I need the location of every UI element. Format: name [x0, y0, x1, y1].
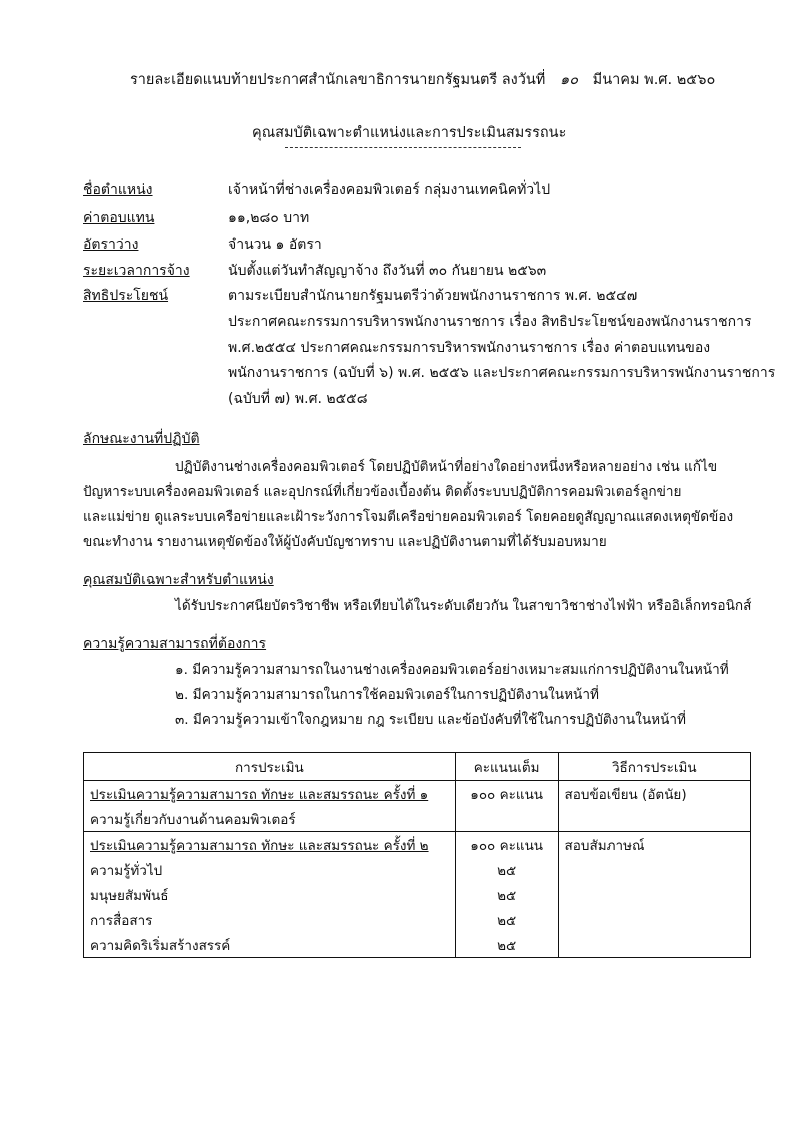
- field-label-position: ชื่อตำแหน่ง: [83, 182, 153, 198]
- field-value-benefits-line: ประกาศคณะกรรมการบริหารพนักงานราชการ เรื่อง สิทธิประโยชน์ของพนักงานราชการ: [228, 314, 752, 330]
- field-value-benefits-line: ตามระเบียบสำนักนายกรัฐมนตรีว่าด้วยพนักงานราชการ พ.ศ. ๒๕๔๗: [228, 288, 638, 304]
- job-nature-line: และแม่ข่าย ดูแลระบบเครือข่ายและเฝ้าระวังการโจมตีเครือข่ายคอมพิวเตอร์ โดยคอยดูสัญญาณแสดงเหตุขัดข้อง: [83, 509, 734, 525]
- table-row: [84, 907, 751, 932]
- group-title: ประเมินความรู้ความสามารถ ทักษะ และสมรรถนะ ครั้งที่ ๒: [84, 832, 456, 858]
- field-value-position: เจ้าหน้าที่ช่างเครื่องคอมพิวเตอร์ กลุ่มงานเทคนิคทั่วไป: [228, 182, 551, 198]
- document-title: คุณสมบัติเฉพาะตำแหน่งและการประเมินสมรรถนะ: [252, 125, 567, 141]
- row-item: ความรู้ทั่วไป: [84, 857, 456, 882]
- document-header-line: [130, 68, 715, 91]
- job-nature-line: ปฏิบัติงานช่างเครื่องคอมพิวเตอร์ โดยปฏิบัติหน้าที่อย่างใดอย่างหนึ่งหรือหลายอย่าง เช่น แก้ไข: [175, 459, 718, 475]
- header-month-year: มีนาคม พ.ศ. ๒๕๖๐: [592, 72, 716, 88]
- table-row-group-2-title: [84, 832, 751, 858]
- header-prefix: รายละเอียดแนบท้ายประกาศสำนักเลขาธิการนายกรัฐมนตรี ลงวันที่: [130, 72, 546, 88]
- knowledge-item: ๒. มีความรู้ความสามารถในการใช้คอมพิวเตอร์ในการปฏิบัติงานในหน้าที่: [175, 687, 599, 703]
- row-item: มนุษยสัมพันธ์: [84, 882, 456, 907]
- row-score: [455, 806, 558, 832]
- section-heading-job-nature: ลักษณะงานที่ปฏิบัติ: [83, 431, 200, 447]
- row-method-empty: [558, 907, 750, 932]
- row-item: การสื่อสาร: [84, 907, 456, 932]
- table-row: [84, 857, 751, 882]
- row-method-empty: [558, 932, 750, 958]
- row-score: ๒๕: [455, 907, 558, 932]
- row-method-empty: [558, 857, 750, 882]
- title-divider: [285, 147, 521, 148]
- job-nature-line: ขณะทำงาน รายงานเหตุขัดข้องให้ผู้บังคับบัญชาทราบ และปฏิบัติงานตามที่ได้รับมอบหมาย: [83, 534, 607, 550]
- col-header-method: วิธีการประเมิน: [558, 753, 750, 781]
- table-row: [84, 882, 751, 907]
- knowledge-item: ๑. มีความรู้ความสามารถในงานช่างเครื่องคอมพิวเตอร์อย่างเหมาะสมแก่การปฏิบัติงานในหน้าที่: [175, 662, 729, 678]
- row-item: ความรู้เกี่ยวกับงานด้านคอมพิวเตอร์: [84, 806, 456, 832]
- row-score: ๒๕: [455, 932, 558, 958]
- field-label-vacancy: อัตราว่าง: [83, 237, 139, 253]
- field-value-duration: นับตั้งแต่วันทำสัญญาจ้าง ถึงวันที่ ๓๐ กันยายน ๒๕๖๓: [228, 263, 547, 279]
- field-label-salary: ค่าตอบแทน: [83, 210, 155, 226]
- group-method: สอบข้อเขียน (อัตนัย): [558, 781, 750, 807]
- assessment-table: [83, 752, 751, 958]
- group-method: สอบสัมภาษณ์: [558, 832, 750, 858]
- qualification-text: ได้รับประกาศนียบัตรวิชาชีพ หรือเทียบได้ในระดับเดียวกัน ในสาขาวิชาช่างไฟฟ้า หรืออิเล็กทรอนิกส์: [175, 598, 752, 614]
- field-value-benefits-line: พ.ศ.๒๕๕๔ ประกาศคณะกรรมการบริหารพนักงานราชการ เรื่อง ค่าตอบแทนของ: [228, 340, 711, 356]
- row-score: ๒๕: [455, 857, 558, 882]
- table-row: [84, 932, 751, 958]
- section-heading-knowledge: ความรู้ความสามารถที่ต้องการ: [83, 636, 267, 652]
- field-value-vacancy: จำนวน ๑ อัตรา: [228, 237, 322, 253]
- field-value-benefits-line: (ฉบับที่ ๗) พ.ศ. ๒๕๕๘: [228, 391, 368, 407]
- row-score: ๒๕: [455, 882, 558, 907]
- table-row-group-1-title: [84, 781, 751, 807]
- job-nature-line: ปัญหาระบบเครื่องคอมพิวเตอร์ และอุปกรณ์ที่เกี่ยวข้องเบื้องต้น ติดตั้งระบบปฏิบัติการคอมพิวเตอร์ลูกข่าย: [83, 484, 682, 500]
- field-label-benefits: สิทธิประโยชน์: [83, 288, 169, 304]
- row-method-empty: [558, 882, 750, 907]
- row-item: ความคิดริเริ่มสร้างสรรค์: [84, 932, 456, 958]
- section-heading-qualification: คุณสมบัติเฉพาะสำหรับตำแหน่ง: [83, 572, 274, 588]
- group-score: ๑๐๐ คะแนน: [455, 781, 558, 807]
- table-header-row: [84, 753, 751, 781]
- col-header-assessment: การประเมิน: [84, 753, 456, 781]
- knowledge-item: ๓. มีความรู้ความเข้าใจกฎหมาย กฎ ระเบียบ และข้อบังคับที่ใช้ในการปฏิบัติงานในหน้าที่: [175, 712, 686, 728]
- table-row: [84, 806, 751, 832]
- field-value-salary: ๑๑,๒๘๐ บาท: [228, 210, 310, 226]
- group-score: ๑๐๐ คะแนน: [455, 832, 558, 858]
- field-label-duration: ระยะเวลาการจ้าง: [83, 263, 190, 279]
- col-header-full-score: คะแนนเต็ม: [455, 753, 558, 781]
- group-title: ประเมินความรู้ความสามารถ ทักษะ และสมรรถนะ ครั้งที่ ๑: [84, 781, 456, 807]
- row-method-empty: [558, 806, 750, 832]
- field-value-benefits-line: พนักงานราชการ (ฉบับที่ ๖) พ.ศ. ๒๕๕๖ และประกาศคณะกรรมการบริหารพนักงานราชการ: [228, 365, 776, 381]
- header-day: ๑๐: [559, 72, 579, 88]
